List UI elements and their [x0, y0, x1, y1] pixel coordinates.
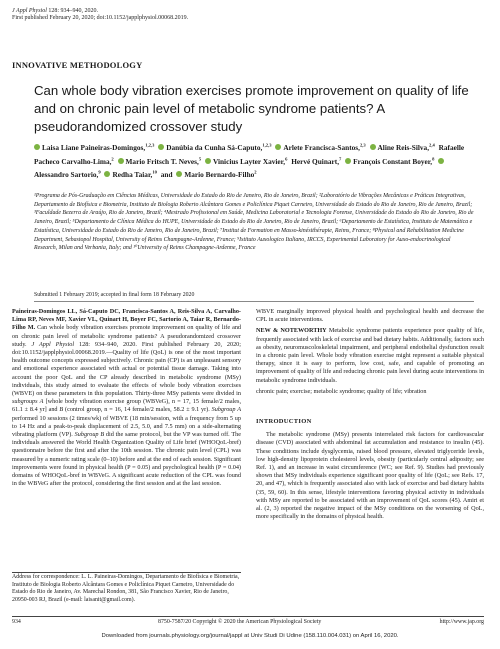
section-label: INNOVATIVE METHODOLOGY — [12, 60, 143, 70]
journal-name: J Appl Physiol — [12, 8, 47, 14]
orcid-icon[interactable] — [438, 158, 444, 164]
new-noteworthy-label: NEW & NOTEWORTHY — [256, 327, 327, 335]
abstract-column — [12, 308, 241, 488]
orcid-icon[interactable] — [34, 144, 40, 150]
introduction-heading: INTRODUCTION — [256, 418, 312, 426]
author-affiliation-ref: 5 — [198, 156, 202, 162]
orcid-icon[interactable] — [275, 144, 281, 150]
author-affiliation-ref: 7 — [339, 156, 342, 162]
author — [205, 157, 287, 166]
author — [34, 143, 154, 152]
author-name: Laisa Liane Paineiras-Domingos, — [42, 143, 146, 153]
author-name: Alessandro Sartorio, — [34, 170, 99, 180]
copyright: 8750-7587/20 Copyright © 2020 the American Physiological Society — [158, 619, 322, 625]
submission-dates: Submitted 1 February 2019; accepted in final form 18 February 2020 — [34, 292, 195, 298]
author-affiliation-ref: 2 — [111, 156, 114, 162]
author — [161, 170, 173, 179]
author — [104, 170, 156, 179]
author-affiliation-ref: 6 — [285, 156, 288, 162]
author — [345, 157, 434, 166]
author — [158, 143, 271, 152]
orcid-icon[interactable] — [104, 171, 110, 177]
author-name: Danúbia da Cunha Sá-Caputo, — [166, 143, 263, 153]
new-noteworthy: NEW & NOTEWORTHY Metabolic syndrome patients experience poor quality of life, frequently associated with lack of exercise and bad dietary habits. Additionally, factors such as obesity, neuromuscoloskeletal impairment, and peripheral endothelial dysfunction result in a chronic pain level. Whole body vibration exercise might represent a suitable physical therapy, since it is easy to perform, low cost, safe, and capable of promoting an improvement of quality of life and reducing chronic pain level during acute interventions in metabolic syndrome individuals. — [256, 327, 484, 384]
author-name: Redha Taiar, — [112, 170, 153, 180]
right-column — [256, 308, 484, 521]
orcid-icon[interactable] — [345, 158, 351, 164]
keywords: chronic pain; exercise; metabolic syndrome; quality of life; vibration — [256, 387, 427, 395]
abstract-continuation: WBVE marginally improved physical health and psychological health and decrease the CPL in acute interventions. — [256, 308, 484, 324]
orcid-icon[interactable] — [370, 144, 376, 150]
abstract-authors: Paineiras-Domingos LL, Sá-Caputo DC, Francisca-Santos A, Reis-Silva A, Carvalho-Lima RP, Neves MF, Xavier VL, Quinart H, Boyer FC, Sartorio A, Taiar R, Bernardo-Filho M. — [12, 308, 241, 332]
author-affiliation-ref: 9 — [98, 169, 101, 175]
author-affiliation-ref: 2 — [254, 169, 257, 175]
article-title: Can whole body vibration exercises promote improvement on quality of life and on chronic pain level of metabolic syndrome patients? A pseudorandomized crossover study — [34, 83, 469, 134]
journal-url-link[interactable]: http://www.jap.org — [439, 619, 484, 625]
author-affiliation-ref: 8 — [432, 156, 435, 162]
footnote-divider — [12, 572, 241, 573]
orcid-icon[interactable] — [205, 158, 211, 164]
orcid-icon[interactable] — [176, 171, 182, 177]
introduction-text: The metabolic syndrome (MSy) presents interrelated risk factors for cardiovascular disease (CVD) associated with abdominal fat accumulation and resistance to insulin (45). These conditions include dysglycemia, raised blood pressure, elevated triglyceride levels, low high-density lipoprotein cholesterol levels, obesity (particularly central adiposity; see Ref. 1), and an increase in waist circumference (WC; see Ref. 9). Studies had previously shown that MSy individuals experience significant poor quality of life (QoL; see Refs. 17, 20, and 47), which is frequently associated also with lack of exercise and bad dietary habits (35, 59, 60). In this sense, lifestyle interventions favoring physical activity in individuals with MSy are reported to be associated with an improvement of QoL scores (45). Amiri et al. (2, 3) reported the negative impact of the MSy conditions on the worsening of QoL, more specifically in the domains of physical health. — [256, 431, 484, 521]
author-affiliation-ref: 2,3 — [359, 143, 366, 148]
first-published: First published February 20, 2020; doi:10.1152/japplphysiol.00068.2019. — [12, 15, 189, 22]
author-name: Mario Fritsch T. Neves, — [125, 156, 199, 166]
author-name: Hervé Quinart, — [291, 156, 340, 166]
divider — [34, 301, 474, 302]
author-name: Arlete Francisca-Santos, — [283, 143, 360, 153]
author — [291, 157, 341, 166]
author — [370, 143, 435, 152]
author-affiliation-ref: 10 — [152, 169, 157, 175]
author — [118, 157, 202, 166]
author-list — [34, 140, 474, 180]
author-name: Mario Bernardo-Filho — [184, 170, 255, 180]
author-name: Vinicius Layter Xavier, — [212, 156, 286, 166]
author-affiliation-ref: 2,4 — [429, 143, 435, 148]
author-name: François Constant Boyer, — [353, 156, 433, 166]
journal-citation: 128: 934–940, 2020. — [46, 8, 99, 14]
author — [275, 143, 365, 152]
orcid-icon[interactable] — [158, 144, 164, 150]
author-name: and — [160, 170, 173, 180]
orcid-icon[interactable] — [118, 158, 124, 164]
author-name: Aline Reis-Silva, — [377, 143, 430, 153]
abstract: Paineiras-Domingos LL, Sá-Caputo DC, Francisca-Santos A, Reis-Silva A, Carvalho-Lima RP, Neves MF, Xavier VL, Quinart H, Boyer FC, Sartorio A, Taiar R, Bernardo-Filho M. Can whole body vibration exercises promote improvement on quality of life and on chronic pain level of metabolic syndrome patients? A pseudorandomized crossover study. J Appl Physiol 128: 934–940, 2020. First published February 20, 2020; doi:10.1152/japplphysiol.00068.2019.—Quality of life (QoL) is one of the most important health outcome concepts expressed subjectively. Chronic pain (CP) is an unpleasant sensory and emotional experience associated with actual or potential tissue damage. Taking into account the poor QoL and the CP already described in metabolic syndrome (MSy) individuals, this study aimed to evaluate the effects of whole body vibration exercises (WBVE) on these parameters in this population. Thirty-three MSy patients were divided in subgroups A [whole body vibration exercise group (WBVeG), n = 17, 15 female/2 males, 61.1 ± 8.4 yr] and B (control group, n = 16, 14 female/2 males, 58.2 ± 9.1 yr). Subgroup A performed 10 sessions (2 times/wk) of WBVE (18 min/session, with a frequency from 5 up to 14 Hz and a peak-to-peak displacement of 2.5, 5.0, and 7.5 mm) on a side-alternating vibrating platform (VP). Subgroup B did the same protocol, but the VP was turned off. The individuals answered the World Health Organization Quality of Life brief (WHOQoL-bref) questionnaire before the first and after the 10th session. The chronic pain level (CPL) was measured by a numeric rating scale (0–10) before and at the end of each session. Significant improvements were found in physical health (P = 0.05) and psychological health (P = 0.04) domains of WHOQoL-bref in WBVeG. A significant acute reduction of the CPL was found in the WBVeG after the protocol, considering the first session and at the last session. — [12, 308, 242, 488]
author — [176, 170, 256, 179]
author-affiliation-ref: 1,2,3 — [145, 143, 155, 148]
author-affiliation-ref: 1,2,3 — [262, 143, 272, 148]
affiliations: ¹Programa de Pós-Graduação em Ciências Médicas, Universidade do Estado do Rio de Janeiro, Rio de Janeiro, Brazil; ²Laboratório de Vibrações Mecânicas e Práticas Integrativas, Departamento de Biofísica e Biometria, Instituto de Biologia Roberto Alcântara Gomes e Policlínica Piquet Carneiro, Universidade do Estado do Rio de Janeiro, Rio de Janeiro, Brazil; ³Faculdade Bezerra de Araújo, Rio de Janeiro, Brazil; ⁴Mestrado Profissional em Saúde, Medicina Laboratorial e Tecnologia Forense, Universidade do Estado do Rio de Janeiro, Rio de Janeiro, Brazil; ⁵Departamento de Clínica Médica do HUPE, Universidade do Estado do Rio de Janeiro, Rio de Janeiro, Brazil; ⁶Departamento de Estatística, Instituto de Matemática e Estatística, Universidade do Estado do Rio de Janeiro, Rio de Janeiro, Brazil; ⁷Institut de Formation en Masso-kinésithérapie, Reims, France; ⁸Physical and Rehabilitation Medicine Department, Sebastopol Hospital, University of Reims Champagne-Ardenne, France; ⁹Istituto Auxologico Italiano, IRCCS, Experimental Laboratory for Auxo-endocrinological Research, Milan and Verbania, Italy; and ¹⁰University of Reims Champagne-Ardenne, France — [34, 193, 474, 252]
running-header — [12, 8, 188, 22]
download-note: Downloaded from journals.physiology.org/journal/jappl at Univ Studi Di Udine (158.110.004.031) on April 16, 2020. — [101, 633, 399, 639]
correspondence-address: Address for correspondence: L. L. Paineiras-Domingos, Departamento de Biofísica e Biometria, Instituto de Biologia Roberto Alcântara Gomes e Policlínica Piquet Carneiro, Universidade do Estado do Rio de Janeiro, Av. Marechal Rondon, 381, São Francisco Xavier, Rio de Janeiro, 20950-003 RJ, Brazil (e-mail: laisanit@gmail.com). — [12, 574, 240, 603]
author-name: Rafaelle Pacheco Carvalho-Lima, — [34, 143, 465, 166]
page-number: 934 — [12, 619, 21, 625]
footer-divider — [12, 616, 484, 617]
